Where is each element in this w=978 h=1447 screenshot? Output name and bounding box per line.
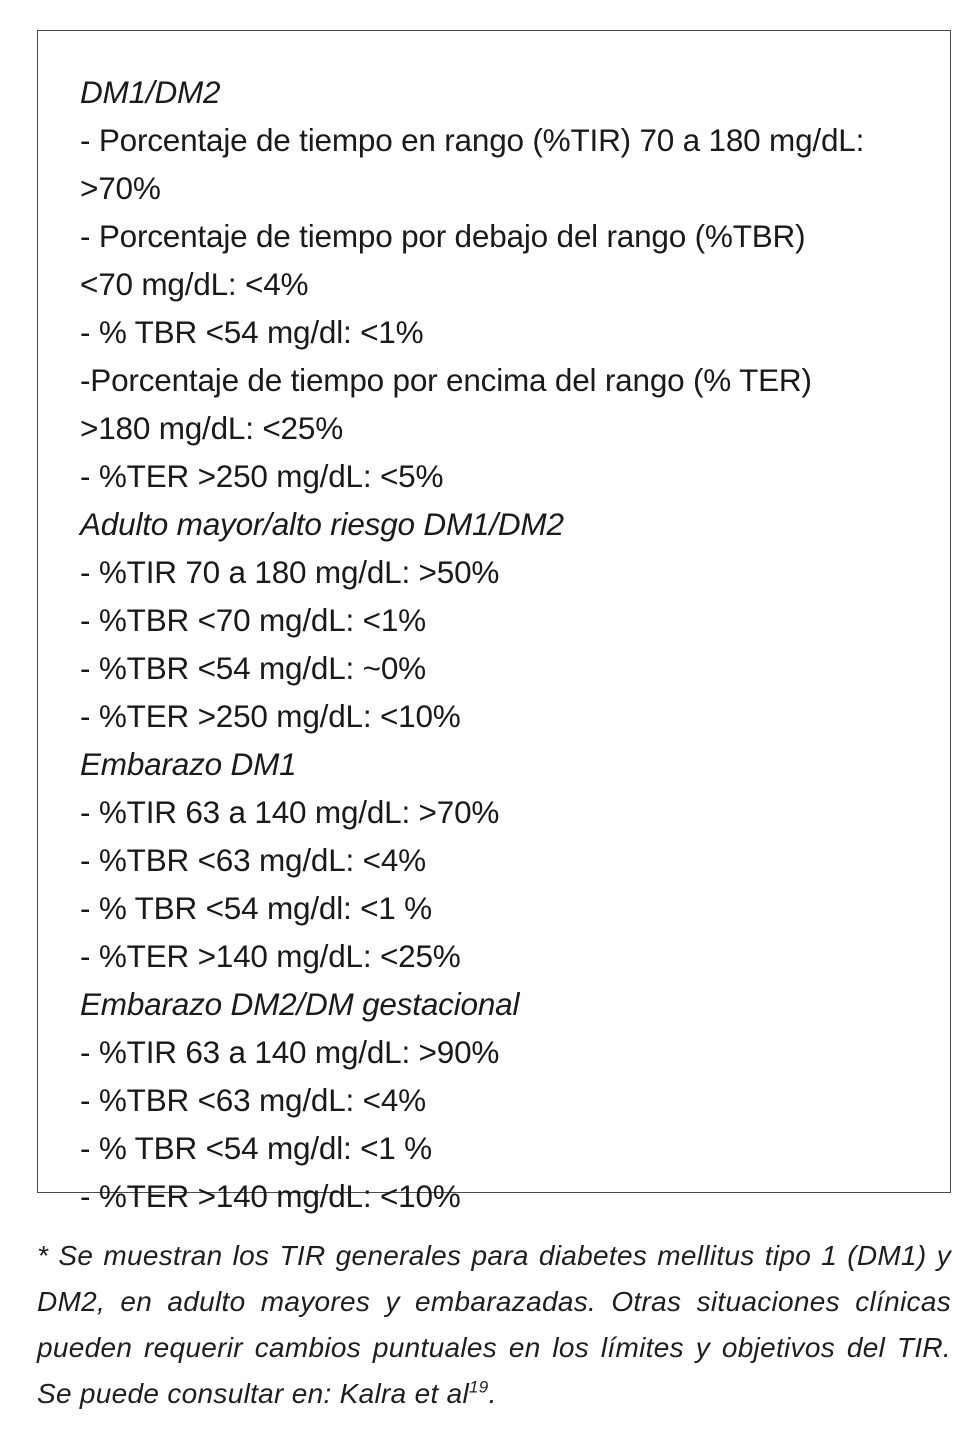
section-heading: Adulto mayor/alto riesgo DM1/DM2 [80, 506, 564, 542]
target-line: <70 mg/dL: <4% [80, 266, 309, 302]
target-line: - %TIR 63 a 140 mg/dL: >90% [80, 1034, 500, 1070]
target-line: >70% [80, 170, 161, 206]
target-line: - % TBR <54 mg/dl: <1 % [80, 890, 432, 926]
target-line: - %TIR 70 a 180 mg/dL: >50% [80, 554, 500, 590]
footnote-end: . [488, 1378, 497, 1409]
target-line: - % TBR <54 mg/dl: <1 % [80, 1130, 432, 1166]
section-heading: DM1/DM2 [80, 74, 221, 110]
targets-box [37, 30, 951, 1214]
footnote [37, 1233, 951, 1417]
target-line: >180 mg/dL: <25% [80, 410, 343, 446]
target-line: - %TIR 63 a 140 mg/dL: >70% [80, 794, 500, 830]
footnote-reference: 19 [469, 1377, 489, 1397]
target-line: - % TBR <54 mg/dl: <1% [80, 314, 424, 350]
section-heading: Embarazo DM2/DM gestacional [80, 986, 520, 1022]
target-line: - %TBR <70 mg/dL: <1% [80, 602, 426, 638]
target-line: - %TER >140 mg/dL: <10% [80, 1178, 461, 1214]
target-line: - %TER >250 mg/dL: <10% [80, 698, 461, 734]
target-line: - %TER >140 mg/dL: <25% [80, 938, 461, 974]
target-line: - Porcentaje de tiempo en rango (%TIR) 70 a 180 mg/dL: [80, 122, 865, 158]
target-line: - %TBR <63 mg/dL: <4% [80, 842, 426, 878]
target-line: - %TBR <54 mg/dL: ~0% [80, 650, 426, 686]
target-line: -Porcentaje de tiempo por encima del rango (% TER) [80, 362, 812, 398]
target-line: - %TBR <63 mg/dL: <4% [80, 1082, 426, 1118]
section-heading: Embarazo DM1 [80, 746, 297, 782]
target-line: - Porcentaje de tiempo por debajo del rango (%TBR) [80, 218, 806, 254]
footnote-text: * Se muestran los TIR generales para diabetes mellitus tipo 1 (DM1) y DM2, en adulto mayores y embarazadas. Otras situaciones clínicas pueden requerir cambios puntuales en los límites y objetivos del TIR. Se puede consultar en: Kalra et al [37, 1240, 951, 1409]
target-line: - %TER >250 mg/dL: <5% [80, 458, 444, 494]
